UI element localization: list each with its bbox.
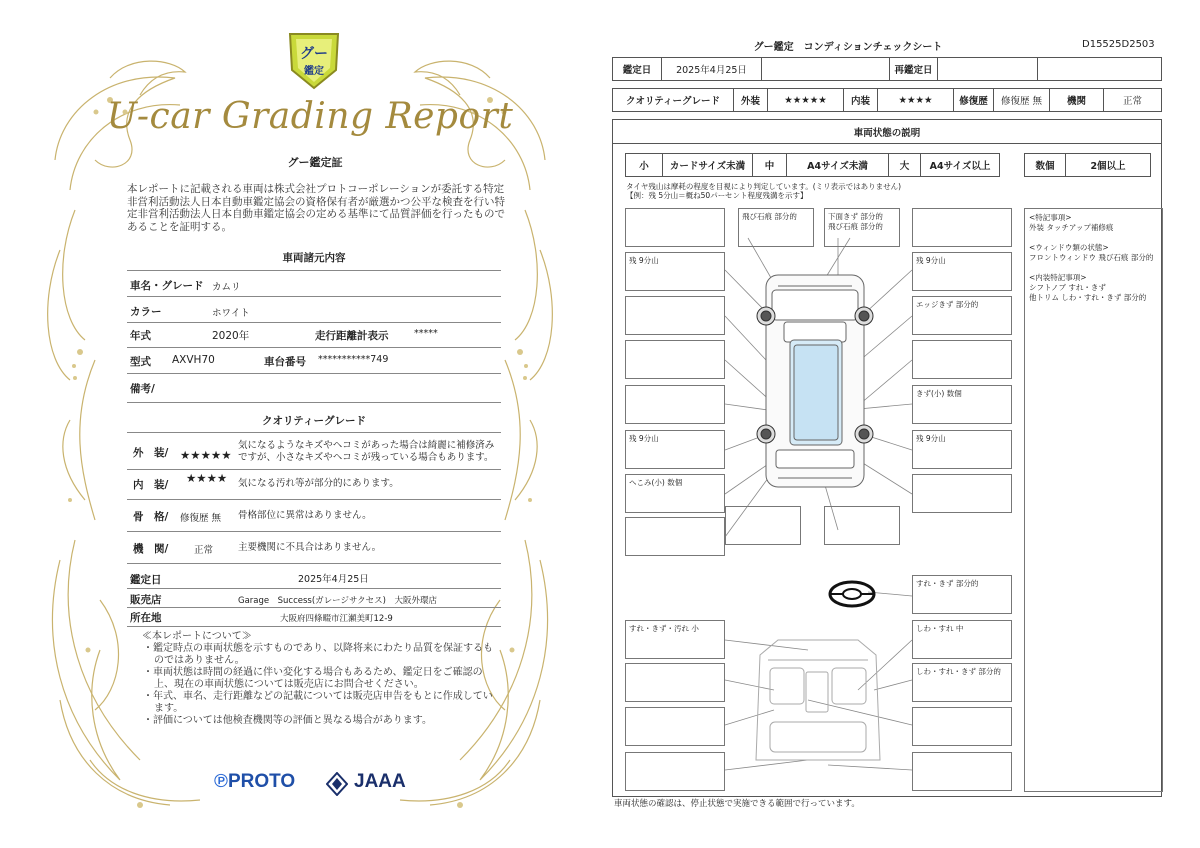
legend-large: 大 bbox=[888, 154, 920, 176]
condition-box bbox=[625, 385, 725, 424]
notes-heading: ≪本レポートについて≫ bbox=[142, 631, 252, 642]
condition-box: 残 9分山 bbox=[625, 252, 725, 291]
certificate-heading: グー鑑定証 bbox=[287, 156, 343, 169]
condition-box bbox=[912, 208, 1012, 247]
mileage-value: ***** bbox=[414, 328, 438, 339]
frame-desc: 骨格部位に異常はありません。 bbox=[238, 510, 372, 521]
condition-box: すれ・きず・汚れ 小 bbox=[625, 620, 725, 659]
exterior-grade-desc: 気になるようなキズやヘコミがあった場合は綺麗に補修済みですが、小さなキズやヘコミが残っている場合もあります。 bbox=[238, 440, 495, 463]
divider bbox=[127, 588, 501, 589]
mileage-label: 走行距離計表示 bbox=[315, 330, 389, 342]
condition-box: 残 9分山 bbox=[625, 430, 725, 469]
special-notes-box bbox=[1024, 208, 1163, 792]
tire-note: タイヤ残山は摩耗の程度を目視により判定しています。(ミリ表示ではありません) bbox=[626, 182, 902, 191]
car-name-value: カムリ bbox=[212, 282, 241, 293]
legend-count: 数個 bbox=[1035, 161, 1055, 172]
condition-box bbox=[625, 340, 725, 379]
steering-wheel-icon bbox=[830, 582, 874, 606]
condition-box bbox=[625, 663, 725, 702]
proto-logo: ℗PROTO bbox=[214, 771, 296, 792]
car-top-view bbox=[766, 275, 864, 487]
condition-box bbox=[725, 506, 801, 545]
interior-notes-value: シフトノブ すれ・きず bbox=[1029, 283, 1106, 292]
condition-box: へこみ(小) 数個 bbox=[625, 474, 725, 513]
logo-row bbox=[214, 770, 414, 800]
legend-medium-desc: A4サイズ未満 bbox=[786, 154, 888, 176]
divider bbox=[127, 347, 501, 348]
date-value: 2025年4月25日 bbox=[661, 58, 761, 80]
condition-box: 下面きず 部分的 飛び石痕 部分的 bbox=[824, 208, 900, 247]
repair-history-label: 修復歴 bbox=[953, 89, 993, 111]
goo-appraisal-badge-icon bbox=[286, 30, 342, 92]
special-notes-heading: <特記事項> bbox=[1029, 213, 1072, 222]
divider bbox=[127, 531, 501, 532]
explain-title: 車両状態の説明 bbox=[613, 120, 1161, 144]
condition-box: 残 9分山 bbox=[912, 430, 1012, 469]
color-value: ホワイト bbox=[212, 308, 250, 319]
exterior-stars: ★★★★★ bbox=[180, 448, 232, 462]
condition-box bbox=[824, 506, 900, 545]
address-value: 大阪府四條畷市江瀬美町12-9 bbox=[280, 614, 393, 624]
engine-label: 機 関/ bbox=[133, 543, 169, 555]
interior-grade-label: 内 装/ bbox=[133, 479, 169, 491]
condition-box bbox=[625, 296, 725, 335]
date-label: 鑑定日 bbox=[622, 65, 652, 76]
inspection-date-label: 鑑定日 bbox=[130, 574, 162, 586]
condition-box bbox=[912, 474, 1012, 513]
frame-label: 骨 格/ bbox=[133, 511, 169, 523]
condition-box: すれ・きず 部分的 bbox=[912, 575, 1012, 614]
condition-box: エッジきず 部分的 bbox=[912, 296, 1012, 335]
report-notes bbox=[140, 631, 500, 727]
legend-large-desc: A4サイズ以上 bbox=[920, 154, 999, 176]
chassis-value: ***********749 bbox=[318, 354, 389, 365]
model-year-value: 2020年 bbox=[212, 330, 250, 342]
grade-section-title: クオリティーグレード bbox=[262, 415, 366, 427]
condition-box: 飛び石痕 部分的 bbox=[738, 208, 814, 247]
frame-value: 修復歴 無 bbox=[180, 513, 222, 524]
reinspect-label: 再鑑定日 bbox=[889, 58, 937, 80]
condition-box bbox=[625, 707, 725, 746]
car-interior-view bbox=[756, 640, 880, 760]
svg-text:鑑定: 鑑定 bbox=[304, 66, 324, 77]
sheet-id: D15525D2503 bbox=[1082, 39, 1155, 50]
notes-item: ・車両状態は時間の経過に伴い変化する場合もあるため、鑑定日をご確認の上、現在の車両状態については販売店にお問合せください。 bbox=[143, 667, 483, 690]
dealer-label: 販売店 bbox=[130, 594, 162, 606]
divider bbox=[127, 270, 501, 271]
legend-small: 小 bbox=[639, 161, 649, 172]
exterior-stars: ★★★★★ bbox=[767, 89, 843, 111]
condition-box: しわ・すれ・きず 部分的 bbox=[912, 663, 1012, 702]
divider bbox=[127, 296, 501, 297]
jaaa-logo: JAAA bbox=[354, 771, 406, 792]
divider bbox=[127, 607, 501, 608]
notes-item: ・年式、車名、走行距離などの記載については販売店申告をもとに作成しています。 bbox=[143, 691, 493, 714]
dealer-value: Garage Success(ガレージサクセス) 大阪外環店 bbox=[238, 596, 437, 606]
exterior-grade-label: 外 装/ bbox=[133, 447, 169, 459]
svg-text:グー: グー bbox=[300, 46, 328, 62]
condition-box: 残 9分山 bbox=[912, 252, 1012, 291]
engine-label: 機関 bbox=[1049, 89, 1103, 111]
certificate-intro: 本レポートに記載される車両は株式会社プロトコーポレーションが委託する特定非営利活動法人日本自動車鑑定協会の資格保有者が厳選かつ公平な検査を行い特定非営利活動法人日本自動車鑑定協会の定める基準にて品質評価を行ったものであることを証明する。 bbox=[127, 183, 505, 233]
interior-notes-value: 他トリム しわ・すれ・きず 部分的 bbox=[1029, 293, 1147, 302]
quality-grade-label: クオリティーグレード bbox=[625, 96, 721, 107]
sheet-title: グー鑑定 コンディションチェックシート bbox=[753, 42, 943, 53]
model-year-label: 年式 bbox=[130, 330, 151, 342]
report-script-title: U-car Grading Report bbox=[106, 96, 514, 137]
notes-item: ・評価については他検査機関等の評価と異なる場合があります。 bbox=[143, 715, 432, 726]
interior-label: 内装 bbox=[843, 89, 877, 111]
engine-desc: 主要機関に不具合はありません。 bbox=[238, 542, 382, 553]
condition-check-sheet bbox=[608, 0, 1200, 848]
model-code-value: AXVH70 bbox=[172, 354, 215, 366]
chassis-label: 車台番号 bbox=[264, 356, 306, 368]
condition-box bbox=[625, 517, 725, 556]
car-name-label: 車名・グレード bbox=[130, 280, 204, 292]
inspection-date-value: 2025年4月25日 bbox=[298, 574, 369, 585]
jaaa-emblem-icon bbox=[326, 772, 348, 796]
remarks-label: 備考/ bbox=[130, 383, 155, 395]
notes-item: ・鑑定時点の車両状態を示すものであり、以降将来にわたり品質を保証するものではありません。 bbox=[143, 643, 493, 666]
exterior-label: 外装 bbox=[733, 89, 767, 111]
interior-stars: ★★★★ bbox=[877, 89, 953, 111]
divider bbox=[127, 322, 501, 323]
sheet-footer-note: 車両状態の確認は、停止状態で実施できる範囲で行っています。 bbox=[614, 799, 860, 809]
condition-box: きず(小) 数個 bbox=[912, 385, 1012, 424]
condition-box bbox=[625, 752, 725, 791]
address-label: 所在地 bbox=[130, 612, 162, 624]
legend-small-desc: カードサイズ未満 bbox=[662, 154, 752, 176]
divider bbox=[127, 373, 501, 374]
divider bbox=[127, 402, 501, 403]
window-notes-value: フロントウィンドウ 飛び石痕 部分的 bbox=[1029, 253, 1154, 262]
condition-box bbox=[912, 707, 1012, 746]
divider bbox=[127, 469, 501, 470]
color-label: カラー bbox=[130, 306, 162, 318]
model-code-label: 型式 bbox=[130, 356, 151, 368]
condition-box bbox=[912, 340, 1012, 379]
engine-value: 正常 bbox=[1103, 89, 1161, 111]
divider bbox=[127, 499, 501, 500]
interior-grade-desc: 気になる汚れ等が部分的にあります。 bbox=[238, 478, 399, 489]
engine-value: 正常 bbox=[194, 545, 214, 556]
condition-box: しわ・すれ 中 bbox=[912, 620, 1012, 659]
condition-box bbox=[912, 752, 1012, 791]
tire-note-example: 【例：残 5分山＝概ね50パーセント程度残溝を示す】 bbox=[626, 191, 808, 200]
legend-medium: 中 bbox=[752, 154, 786, 176]
divider bbox=[127, 563, 501, 564]
condition-box bbox=[625, 208, 725, 247]
interior-stars: ★★★★ bbox=[186, 471, 228, 485]
divider bbox=[127, 432, 501, 433]
special-notes-value: 外装 タッチアップ補修痕 bbox=[1029, 223, 1114, 232]
repair-history-value: 修復歴 無 bbox=[993, 89, 1049, 111]
spec-section-title: 車両諸元内容 bbox=[282, 252, 346, 264]
interior-notes-heading: <内装特記事項> bbox=[1029, 273, 1087, 282]
window-notes-heading: <ウィンドウ類の状態> bbox=[1029, 243, 1109, 252]
divider bbox=[127, 626, 501, 627]
legend-count-desc: 2個以上 bbox=[1065, 154, 1150, 176]
